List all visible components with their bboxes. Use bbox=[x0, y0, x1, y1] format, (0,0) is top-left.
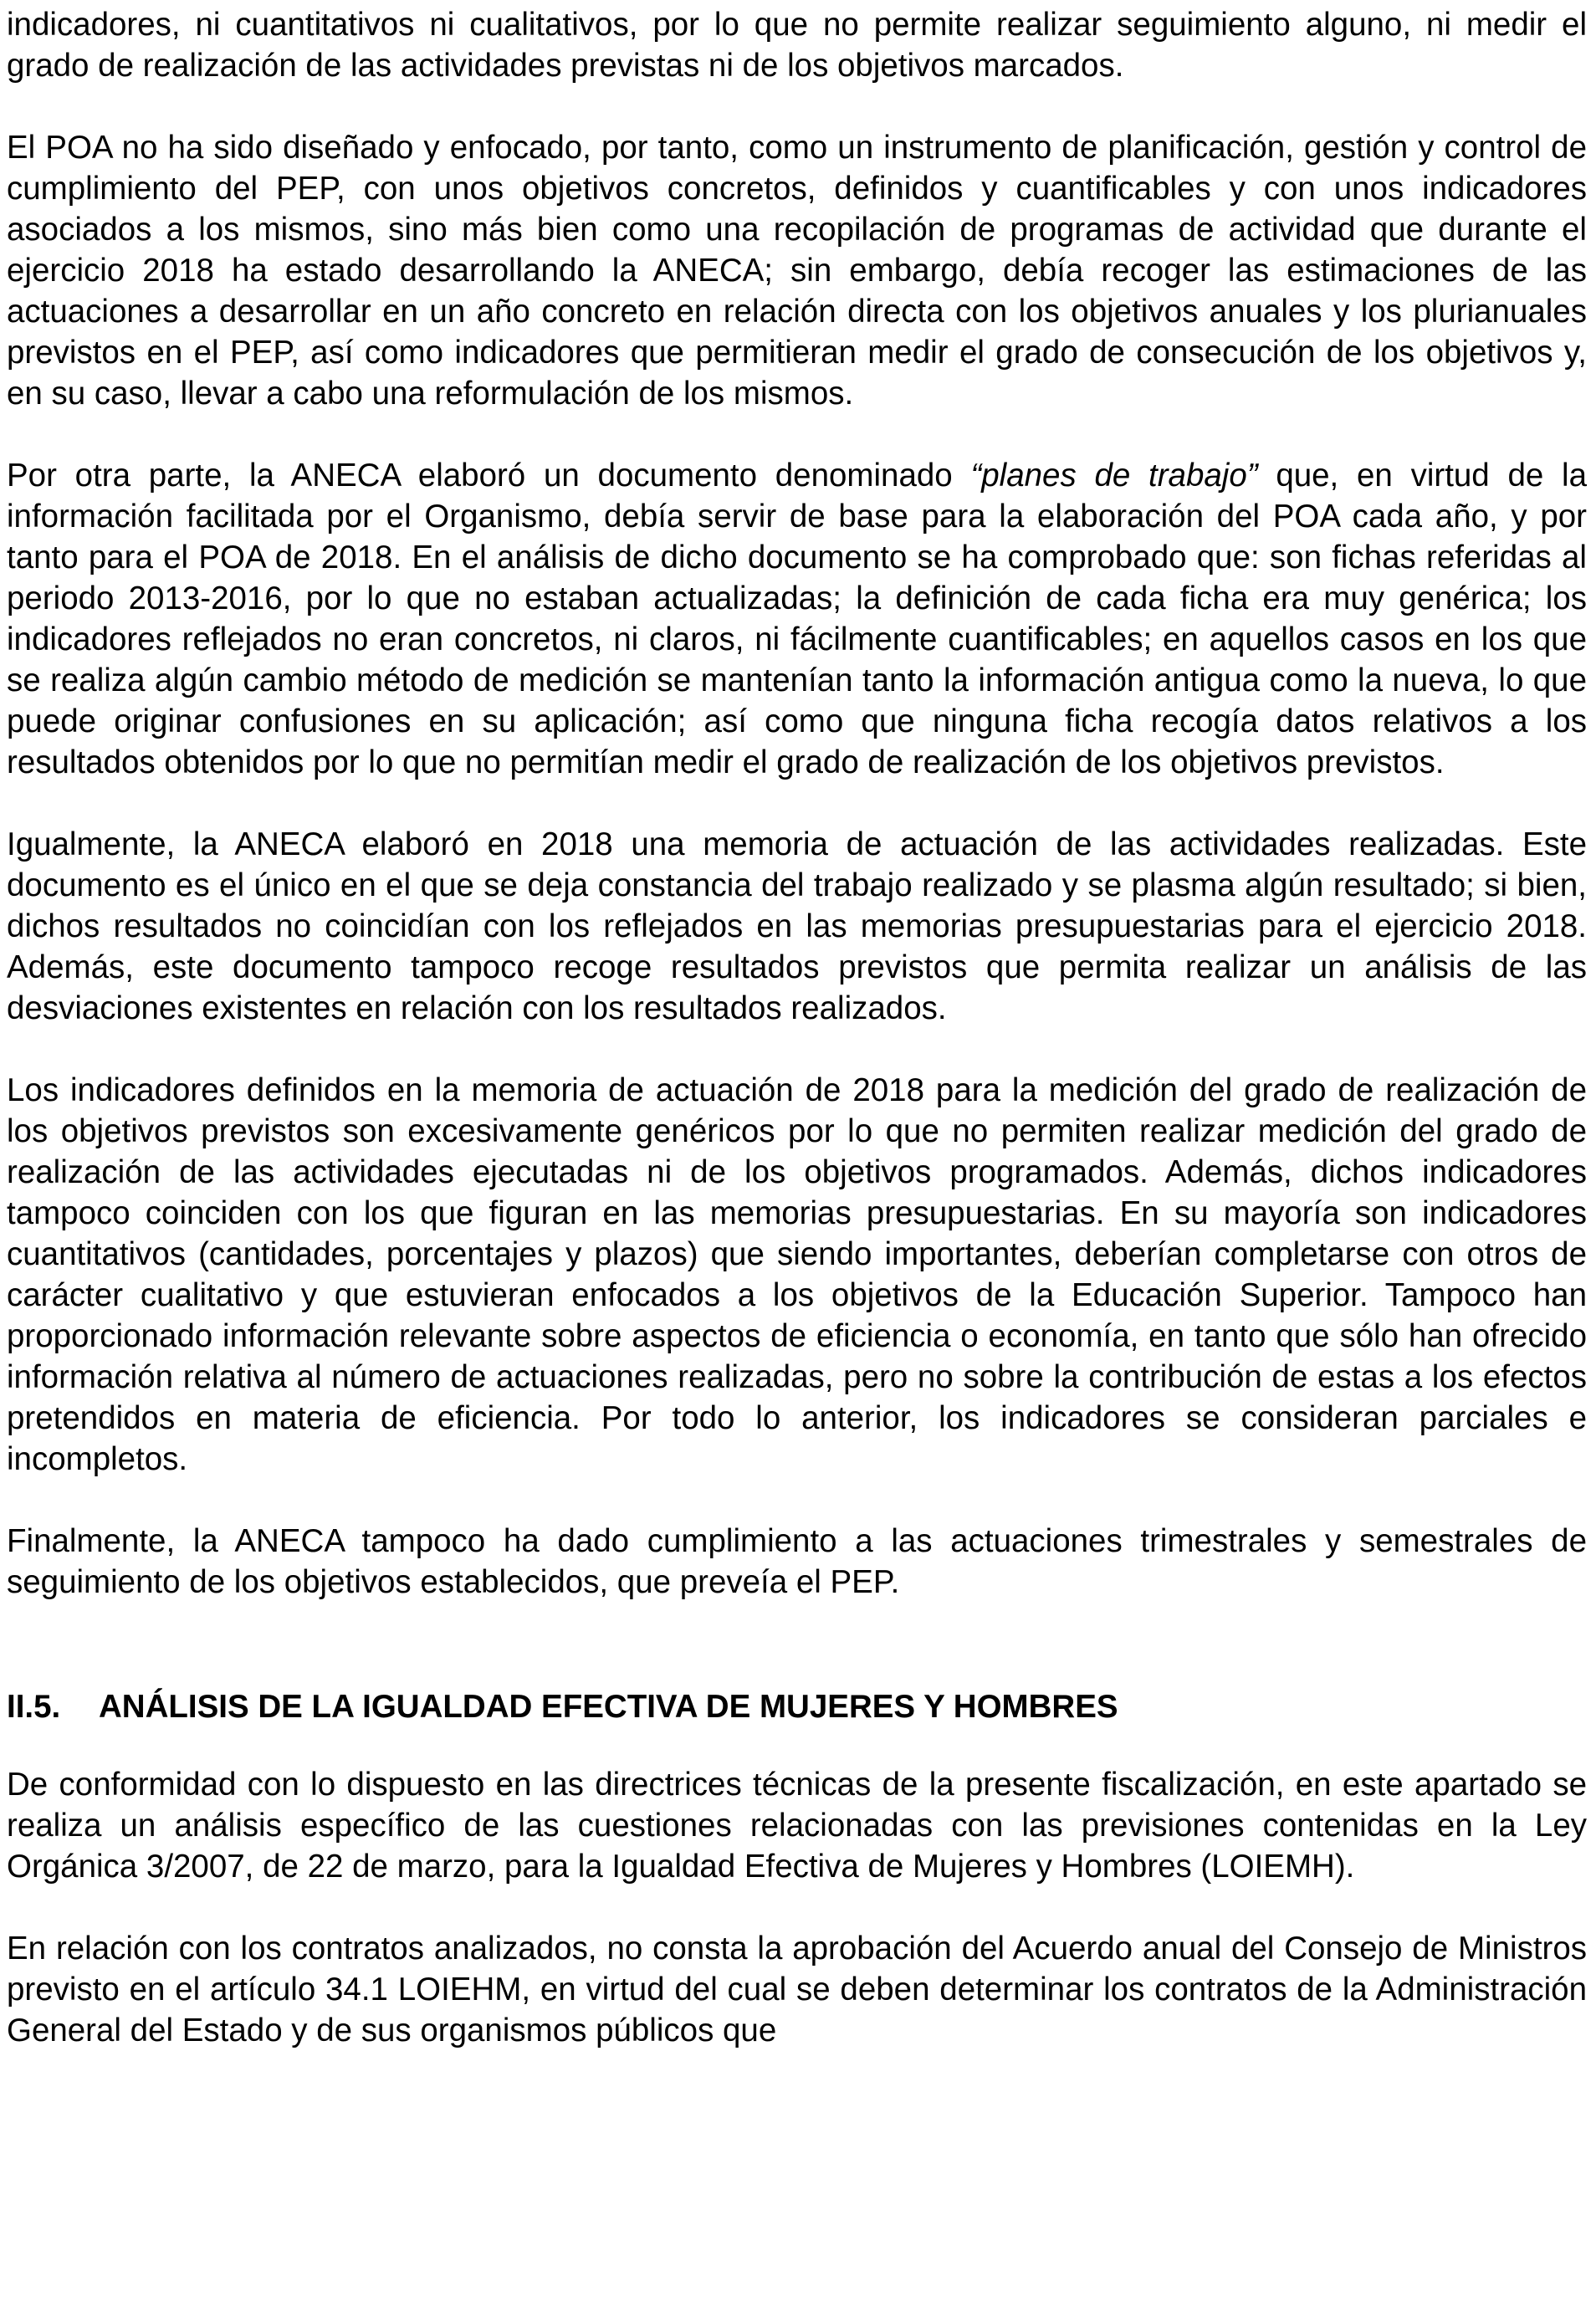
paragraph-poa: El POA no ha sido diseñado y enfocado, por tanto, como un instrumento de planificación, gestión y control de cumplimiento del PEP, con unos objetivos concretos, definidos y cuantificables y con unos indicadores asociados a los mismos, sino más bien como una recopilación de programas de actividad que durante el ejercicio 2018 ha estado desarrollando la ANECA; sin embargo, debía recoger las estimaciones de las actuaciones a desarrollar en un año concreto en relación directa con los objetivos anuales y los plurianuales previstos en el PEP, así como indicadores que permitieran medir el grado de consecución de los objetivos y, en su caso, llevar a cabo una reformulación de los mismos. bbox=[7, 130, 1587, 412]
paragraph-contratos: En relación con los contratos analizados, no consta la aprobación del Acuerdo anual del Consejo de Ministros previsto en el artículo 34.1 LOIEHM, en virtud del cual se deben determinar los contratos de la Administración General del Estado y de sus organismos públicos que bbox=[7, 1931, 1587, 2048]
paragraph-conformidad: De conformidad con lo dispuesto en las directrices técnicas de la presente fiscalización, en este apartado se realiza un análisis específico de las cuestiones relacionadas con las previsiones contenidas en la Ley Orgánica 3/2007, de 22 de marzo, para la Igualdad Efectiva de Mujeres y Hombres (LOIEMH). bbox=[7, 1767, 1587, 1885]
paragraph-indicadores-definidos: Los indicadores definidos en la memoria de actuación de 2018 para la medición del grado de realización de los objetivos previstos son excesivamente genéricos por lo que no permiten realizar medición del grado de realización de las actividades ejecutadas ni de los objetivos programados. Además, dichos indicadores tampoco coinciden con los que figuran en las memorias presupuestarias. En su mayoría son indicadores cuantitativos (cantidades, porcentajes y plazos) que siendo importantes, deberían completarse con otros de carácter cualitativo y que estuvieran enfocados a los objetivos de la Educación Superior. Tampoco han proporcionado información relevante sobre aspectos de eficiencia o economía, en tanto que sólo han ofrecido información relativa al número de actuaciones realizadas, pero no sobre la contribución de estas a los efectos pretendidos en materia de eficiencia. Por todo lo anterior, los indicadores se consideran parciales e incompletos. bbox=[7, 1072, 1587, 1477]
paragraph-planes-text-end: que, en virtud de la información facilitada por el Organismo, debía servir de base para la elaboración del POA cada año, y por tanto para el POA de 2018. En el análisis de dicho documento se ha comprobado que: son fichas referidas al periodo 2013-2016, por lo que no estaban actualizadas; la definición de cada ficha era muy genérica; los indicadores reflejados no eran concretos, ni claros, ni fácilmente cuantificables; en aquellos casos en los que se realiza algún cambio método de medición se mantenían tanto la información antigua como la nueva, lo que puede originar confusiones en su aplicación; así como que ninguna ficha recogía datos relativos a los resultados obtenidos por lo que no permitían medir el grado de realización de los objetivos previstos. bbox=[7, 458, 1587, 780]
section-number: II.5. bbox=[7, 1689, 61, 1725]
paragraph-indicadores: indicadores, ni cuantitativos ni cualitativos, por lo que no permite realizar seguimiento alguno, ni medir el grado de realización de las actividades previstas ni de los objetivos marcados. bbox=[7, 7, 1587, 84]
paragraph-planes-de-trabajo bbox=[7, 455, 1587, 783]
section-title: ANÁLISIS DE LA IGUALDAD EFECTIVA DE MUJERES Y HOMBRES bbox=[99, 1689, 1118, 1725]
paragraph-memoria-actuacion: Igualmente, la ANECA elaboró en 2018 una memoria de actuación de las actividades realizadas. Este documento es el único en el que se deja constancia del trabajo realizado y se plasma algún resultado; si bien, dichos resultados no coincidían con los reflejados en las memorias presupuestarias para el ejercicio 2018. Además, este documento tampoco recoge resultados previstos que permita realizar un análisis de las desviaciones existentes en relación con los resultados realizados. bbox=[7, 826, 1587, 1026]
paragraph-finalmente: Finalmente, la ANECA tampoco ha dado cumplimiento a las actuaciones trimestrales y semestrales de seguimiento de los objetivos establecidos, que preveía el PEP. bbox=[7, 1523, 1587, 1600]
document-page bbox=[7, 0, 1587, 2092]
planes-de-trabajo-italic: “planes de trabajo” bbox=[970, 458, 1258, 494]
section-heading bbox=[7, 1686, 1587, 1727]
paragraph-planes-text-start: Por otra parte, la ANECA elaboró un documento denominado bbox=[7, 458, 971, 494]
